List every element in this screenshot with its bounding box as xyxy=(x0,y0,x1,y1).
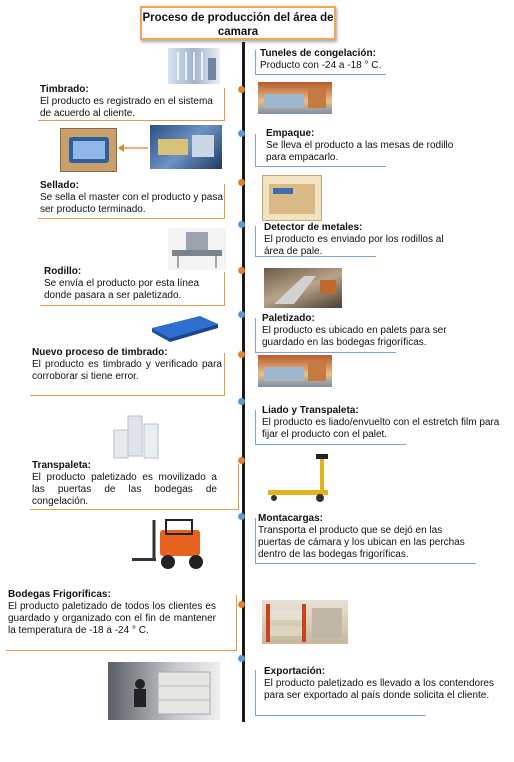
step-text: El producto es timbrado y verificado para corroborar si tiene error. xyxy=(32,359,222,382)
timeline-dot xyxy=(238,457,245,464)
step-bracket xyxy=(38,88,225,121)
timbrado-photo-2 xyxy=(258,355,332,387)
forklift-photo xyxy=(126,516,224,572)
step-text: Producto con -24 a -18 ° C. xyxy=(260,60,382,71)
step-bracket xyxy=(38,184,225,219)
step-heading: Nuevo proceso de timbrado: xyxy=(32,347,168,358)
packing-line-photo xyxy=(150,125,222,169)
timeline-dot xyxy=(238,398,245,405)
step-heading: Exportación: xyxy=(264,666,326,677)
step-text: Se sella el master con el producto y pasa ser producto terminado. xyxy=(40,192,223,215)
timeline-dot xyxy=(238,351,245,358)
timeline-dot xyxy=(238,221,245,228)
step-bracket xyxy=(30,464,239,510)
step-text: El producto paletizado de todos los clientes es guardado y organizado con el fin de mantener la temperatura de -18 a -24 ° C. xyxy=(8,601,216,636)
timbrado-photo xyxy=(258,82,332,114)
step-text: El producto es enviado por los rodillos al área de pale. xyxy=(264,234,444,257)
timeline-dot xyxy=(238,267,245,274)
cold-storage-photo xyxy=(262,600,348,644)
step-bracket xyxy=(30,353,225,396)
freezer-tunnel-photo xyxy=(168,48,220,84)
step-empaque xyxy=(266,128,466,164)
step-heading: Detector de metales: xyxy=(264,222,363,233)
step-exportacion xyxy=(264,666,494,702)
step-heading: Sellado: xyxy=(40,180,79,191)
step-liado xyxy=(262,405,512,441)
step-detector xyxy=(264,222,464,258)
timeline-dot xyxy=(238,513,245,520)
step-tuneles xyxy=(260,48,460,72)
step-heading: Rodillo: xyxy=(44,266,82,277)
step-heading: Liado y Transpaleta: xyxy=(262,405,359,416)
step-heading: Bodegas Frigoríficas: xyxy=(8,589,111,600)
timeline-dot xyxy=(238,86,245,93)
timeline-dot xyxy=(238,311,245,318)
step-heading: Timbrado: xyxy=(40,84,89,95)
timeline-dot xyxy=(238,130,245,137)
step-paletizado xyxy=(262,313,472,349)
diagram-title: Proceso de producción del área de camara xyxy=(140,6,336,40)
step-text: Transporta el producto que se dejó en las puertas de cámara y los ubican en las perchas dentro de las bodegas frigoríficas. xyxy=(258,525,465,560)
step-heading: Empaque: xyxy=(266,128,315,139)
step-text: El producto es liado/envuelto con el estretch film para fijar el producto con el palet. xyxy=(262,417,500,440)
roller-line-photo xyxy=(264,268,342,308)
step-bracket xyxy=(40,272,225,306)
timeline-dot xyxy=(238,655,245,662)
timeline-axis xyxy=(242,42,245,722)
step-heading: Paletizado: xyxy=(262,313,315,324)
step-heading: Transpaleta: xyxy=(32,460,91,471)
timeline-dot xyxy=(238,601,245,608)
scale-screen-photo xyxy=(60,128,117,172)
step-heading: Tuneles de congelación: xyxy=(260,48,376,59)
sealed-box-photo xyxy=(262,175,322,221)
step-bracket xyxy=(6,595,237,651)
step-heading: Montacargas: xyxy=(258,513,324,524)
blue-pallet-photo xyxy=(148,314,220,344)
step-text: Se lleva el producto a las mesas de rodillo para empacarlo. xyxy=(266,140,454,163)
step-text: El producto es registrado en el sistema de acuerdo al cliente. xyxy=(40,96,213,119)
timeline-dot xyxy=(238,179,245,186)
step-text: Se envía el producto por esta línea donde pasara a ser paletizado. xyxy=(44,278,200,301)
step-montacargas xyxy=(258,513,478,561)
step-text: El producto paletizado es movilizado a las puertas de las bodegas de congelación. xyxy=(32,472,217,507)
export-container-photo xyxy=(108,662,220,720)
step-text: El producto paletizado es llevado a los contendores para ser exportado al país donde solicita el cliente. xyxy=(264,678,494,701)
stretch-film-photo xyxy=(112,412,162,460)
metal-detector-photo xyxy=(168,228,226,270)
pallet-jack-photo xyxy=(262,452,340,504)
step-text: El producto es ubicado en palets para ser guardado en las bodegas frigoríficas. xyxy=(262,325,447,348)
arrow-left-icon xyxy=(118,143,150,153)
